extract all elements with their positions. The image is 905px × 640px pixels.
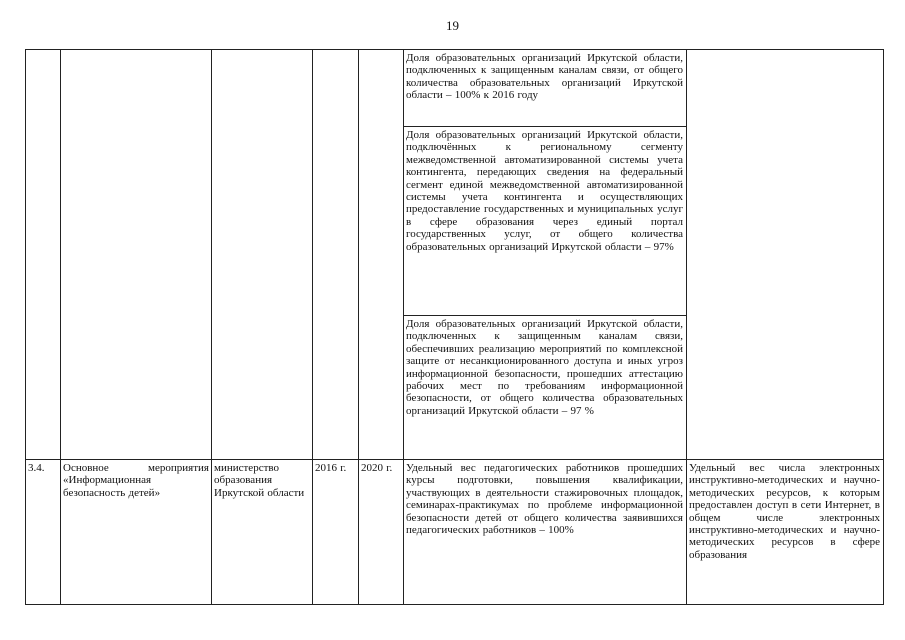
table-bottom-border — [25, 604, 883, 605]
indicator-cell-1: Доля образовательных организаций Иркутской области, подключенных к защищенным каналам связи, от общего количества образовательных организаций Иркутской области – 100% к 2016 году — [406, 52, 683, 102]
row-number: 3.4. — [28, 462, 45, 474]
column-border-event — [211, 49, 212, 605]
row-divider-indicator-1 — [403, 126, 686, 127]
indicator-cell-2: Доля образовательных организаций Иркутской области, подключённых к региональному сегменту межведомственной автоматизированной системы учета контингента, передающих сведения на федеральный сегмент единой межведомственной автоматизированной системы учета контингента и осуществляющих предоставление государственных и муниципальных услуг в сфере образования через единый портал государственных услуг, от общего количества образовательных организаций Иркутской области – 97% — [406, 129, 683, 253]
start-year: 2016 г. — [315, 462, 347, 474]
row-divider-indicator-2 — [403, 315, 686, 316]
column-border-number — [60, 49, 61, 605]
table-top-border — [25, 49, 883, 50]
end-year: 2020 г. — [361, 462, 393, 474]
column-border-end — [403, 49, 404, 605]
indicator-cell-3-4: Удельный вес педагогических работников прошедших курсы подготовки, повышения квалификации, участвующих в деятельности стажировочных площадок, семинарах-практикумах по проблеме информационной безопасности детей от общего количества заявившихся педагогических работников – 100% — [406, 462, 683, 537]
result-cell-3-4: Удельный вес числа электронных инструктивно-методических и научно-методических ресурсов, к которым предоставлен доступ в сети Интернет, в общем числе электронных инструктивно-методических и научно-методических ресурсов в сфере образования — [689, 462, 880, 561]
column-border-right — [883, 49, 884, 605]
column-border-indicator — [686, 49, 687, 605]
row-divider-3-4 — [25, 459, 883, 460]
page-number: 19 — [446, 18, 459, 33]
column-border-left — [25, 49, 26, 605]
column-border-executor — [312, 49, 313, 605]
executor: министерство образования Иркутской области — [214, 462, 305, 499]
indicator-cell-3: Доля образовательных организаций Иркутской области, подключенных к защищенным каналам связи, обеспечивших реализацию мероприятий по комплексной защите от несанкционированного доступа и иных угроз информационной безопасности, прошедших аттестацию рабочих мест по требованиям информационной безопасности, от общего количества образовательных организаций Иркутской области – 97 % — [406, 318, 683, 417]
event-name: Основное мероприятия «Информационная безопасность детей» — [63, 462, 209, 499]
column-border-start — [358, 49, 359, 605]
